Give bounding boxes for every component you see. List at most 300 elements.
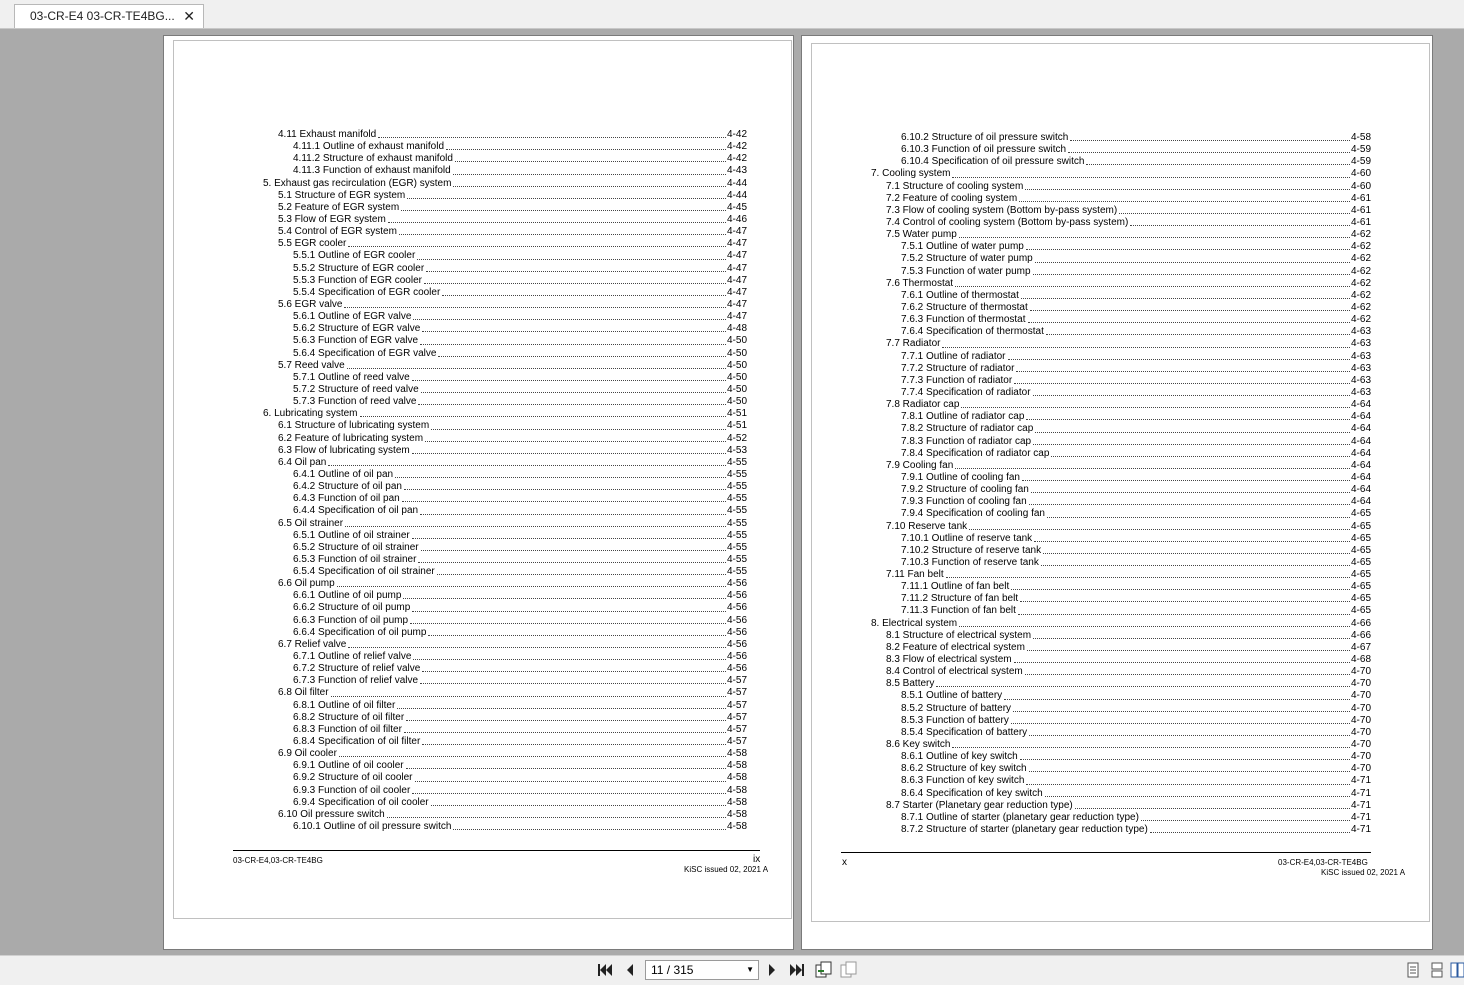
dot-leader [1034,533,1350,542]
dot-leader [437,566,726,575]
toc-entry-page: 4-64 [1350,435,1371,447]
toc-entry[interactable] [263,153,747,165]
dot-leader [1086,156,1350,165]
toc-entry[interactable] [263,372,747,384]
toc-entry-page: 4-42 [726,141,747,153]
toc-entry[interactable] [263,542,747,554]
dot-leader [422,323,726,332]
issued-note: KiSC issued 02, 2021 A [684,865,769,874]
toc-entry-page: 4-42 [726,129,747,140]
toc-entry[interactable] [263,481,747,493]
toc-entry[interactable] [871,715,1371,727]
toc-entry[interactable] [871,569,1371,581]
toc-entry[interactable] [871,703,1371,715]
toc-entry-page: 4-62 [1350,229,1371,241]
toc-entry[interactable] [871,302,1371,314]
toc-entry[interactable] [871,788,1371,800]
dot-leader [453,178,726,187]
facing-pages-icon[interactable] [839,960,859,980]
dot-leader [403,590,726,599]
dot-leader [413,311,726,320]
dot-leader [1026,241,1350,250]
dot-leader [410,615,726,624]
toc-entry-page: 4-59 [1350,156,1371,168]
toc-entry-page: 4-62 [1350,253,1371,265]
toc-entry[interactable] [871,387,1371,399]
toc-entry-page: 4-64 [1350,459,1371,471]
dot-leader [1075,800,1350,809]
toc-entry[interactable] [871,375,1371,387]
toc-entry[interactable] [871,763,1371,775]
toc-entry-page: 4-57 [726,736,747,748]
toc-entry-page: 4-70 [1350,726,1371,738]
toc-entry[interactable] [263,602,747,614]
toc-entry[interactable] [871,181,1371,193]
toc-entry[interactable] [871,351,1371,363]
next-page-icon[interactable] [762,960,782,980]
toc-entry[interactable] [871,326,1371,338]
dot-leader [955,278,1350,287]
toc-entry-page: 4-55 [726,505,747,517]
toc-entry-title: 8.6.1 Outline of key switch [901,751,1018,763]
toc-entry-page: 4-66 [1350,617,1371,629]
toc-entry-page: 4-70 [1350,702,1371,714]
dot-leader [1130,217,1350,226]
dot-leader [412,372,726,381]
dot-leader [1016,363,1350,372]
toc-entry[interactable] [263,457,747,469]
toc-entry-page: 4-56 [726,590,747,602]
document-tab[interactable] [14,4,204,28]
toc-entry-page: 4-70 [1350,678,1371,690]
toc-entry[interactable] [871,168,1371,180]
toc-entry-title: 8.6.3 Function of key switch [901,775,1025,787]
dot-leader [1046,326,1350,335]
dot-leader [453,165,726,174]
toc-entry[interactable] [263,785,747,797]
page-number-input[interactable] [645,960,759,980]
dot-leader [395,469,726,478]
toc-entry[interactable] [871,533,1371,545]
dot-leader [328,457,726,466]
toc-entry[interactable] [263,700,747,712]
toc-entry-title: 7.9.4 Specification of cooling fan [901,508,1045,520]
toc-entry[interactable] [263,554,747,566]
toc-entry[interactable] [263,178,747,190]
toc-entry[interactable] [871,618,1371,630]
page-indicator: 11 / 315 [651,963,694,977]
toc-entry[interactable] [871,690,1371,702]
toc-entry[interactable] [263,590,747,602]
toc-entry[interactable] [871,423,1371,435]
toc-entry[interactable] [263,214,747,226]
toc-entry[interactable] [871,593,1371,605]
dot-leader [969,521,1350,530]
dot-leader [420,335,726,344]
toc-entry-title: 7.5 Water pump [886,229,957,241]
footer-divider [841,852,1371,853]
dot-leader [446,141,726,150]
toc-entry-page: 4-65 [1350,508,1371,520]
toc-entry-title: 6.4.1 Outline of oil pan [293,468,394,480]
toc-entry-title: 7.9.3 Function of cooling fan [901,496,1027,508]
toc-entry-title: 4.11.2 Structure of exhaust manifold [293,153,453,165]
toc-entry-title: 5.5.1 Outline of EGR cooler [293,250,416,262]
toc-entry[interactable] [263,384,747,396]
toc-entry[interactable] [263,712,747,724]
page-number: ix [753,854,761,865]
toc-entry[interactable] [263,809,747,821]
toc-entry-page: 4-67 [1350,641,1371,653]
toc-entry-page: 4-58 [1350,132,1371,143]
toc-entry-page: 4-62 [1350,277,1371,289]
first-page-icon[interactable] [595,960,615,980]
toc-entry-title: 6.7 Relief valve [278,638,347,650]
toc-entry[interactable] [871,484,1371,496]
toc-entry[interactable] [871,508,1371,520]
toc-entry-page: 4-65 [1350,544,1371,556]
toc-entry-page: 4-47 [726,238,747,250]
toc-entry[interactable] [871,217,1371,229]
toc-entry[interactable] [871,411,1371,423]
toc-entry[interactable] [263,226,747,238]
toc-entry[interactable] [263,748,747,760]
toc-entry[interactable] [871,605,1371,617]
toc-entry-title: 6.8 Oil filter [278,687,329,699]
toc-entry-page: 4-58 [726,784,747,796]
toc-entry[interactable] [871,290,1371,302]
toc-entry-page: 4-65 [1350,581,1371,593]
toc-entry[interactable] [263,639,747,651]
toc-entry-page: 4-55 [726,468,747,480]
toc-entry[interactable] [871,338,1371,350]
toc-entry-title: 7.9.2 Structure of cooling fan [901,484,1029,496]
toc-entry[interactable] [263,663,747,675]
toc-entry-title: 7.8.4 Specification of radiator cap [901,447,1050,459]
continuous-view-icon[interactable] [814,960,834,980]
footer-doc-id: 03-CR-E4,03-CR-TE4BG [233,856,323,865]
dot-leader [415,772,726,781]
toc-entry[interactable] [263,518,747,530]
toc-entry-title: 7.2 Feature of cooling system [886,192,1018,204]
toc-entry[interactable] [263,263,747,275]
toc-entry-title: 4.11.1 Outline of exhaust manifold [293,141,445,153]
toc-entry[interactable] [263,287,747,299]
dot-leader [1033,630,1350,639]
toc-entry[interactable] [871,800,1371,812]
toc-entry-page: 4-60 [1350,180,1371,192]
toc-entry-page: 4-57 [726,675,747,687]
toc-entry[interactable] [263,530,747,542]
toc-entry-page: 4-46 [726,213,747,225]
dot-leader [1045,788,1350,797]
toc-entry-title: 7.11.2 Structure of fan belt [901,593,1019,605]
toc-entry[interactable] [263,323,747,335]
toc-entry[interactable] [871,144,1371,156]
toc-entry[interactable] [263,687,747,699]
toc-entry[interactable] [263,578,747,590]
toc-entry[interactable] [871,496,1371,508]
toc-entry-title: 6.8.3 Function of oil filter [293,723,402,735]
toc-entry[interactable] [871,521,1371,533]
toc-entry-page: 4-65 [1350,532,1371,544]
toc-entry-title: 6.6.3 Function of oil pump [293,614,409,626]
dot-leader [936,678,1350,687]
dot-leader [347,360,726,369]
toc-entry[interactable] [263,760,747,772]
toc-entry[interactable] [263,627,747,639]
toc-entry-page: 4-71 [1350,824,1371,836]
toc-entry-title: 7.4 Control of cooling system (Bottom by-pass system) [886,216,1129,228]
toc-entry-page: 4-65 [1350,556,1371,568]
toc-entry-title: 6.9 Oil cooler [278,748,337,760]
toc-entry-title: 7. Cooling system [871,168,951,180]
toc-entry[interactable] [263,275,747,287]
toc-entry[interactable] [263,250,747,262]
dot-leader [1033,266,1350,275]
toc-entry[interactable] [871,193,1371,205]
toc-entry[interactable] [871,156,1371,168]
single-page-view-icon[interactable] [1403,960,1423,980]
footer-doc-id: 03-CR-E4,03-CR-TE4BG [1278,858,1368,867]
close-icon[interactable]: ✕ [183,8,195,24]
toc-entry[interactable] [871,472,1371,484]
toc-entry-title: 5.5.4 Specification of EGR cooler [293,286,441,298]
toc-entry[interactable] [871,630,1371,642]
toc-entry[interactable] [871,363,1371,375]
toc-entry[interactable] [871,751,1371,763]
dot-leader [1014,654,1350,663]
toc-entry-page: 4-47 [726,274,747,286]
dot-leader [442,287,726,296]
toc-entry-title: 6.7.2 Structure of relief valve [293,663,421,675]
toc-entry-title: 7.11.3 Function of fan belt [901,605,1016,617]
dot-leader [455,153,726,162]
toc-entry[interactable] [263,469,747,481]
toc-entry[interactable] [263,724,747,736]
navigation-toolbar [0,955,1464,985]
scroll-view-icon[interactable] [1427,960,1447,980]
toc-entry-page: 4-51 [726,408,747,420]
toc-entry-page: 4-61 [1350,204,1371,216]
dot-leader [388,214,726,223]
toc-entry[interactable] [871,436,1371,448]
toc-entry-page: 4-58 [726,772,747,784]
toc-entry-title: 4.11 Exhaust manifold [278,129,377,140]
dot-leader [422,663,726,672]
toc-entry-title: 5.4 Control of EGR system [278,226,397,238]
toc-entry-title: 5. Exhaust gas recirculation (EGR) system [263,177,452,189]
toc-entry[interactable] [871,399,1371,411]
toc-entry-title: 7.8.2 Structure of radiator cap [901,423,1034,435]
dot-leader [425,433,726,442]
toc-entry-title: 7.10.2 Structure of reserve tank [901,544,1042,556]
toc-entry-page: 4-71 [1350,775,1371,787]
dot-leader [438,348,726,357]
toc-entry[interactable] [871,666,1371,678]
dot-leader [1041,557,1350,566]
toc-entry[interactable] [263,493,747,505]
toc-entry-title: 6.3 Flow of lubricating system [278,444,410,456]
toc-entry[interactable] [871,727,1371,739]
toc-entry-page: 4-65 [1350,605,1371,617]
toc-entry-title: 6.1 Structure of lubricating system [278,420,430,432]
toc-entry-title: 6.5.3 Function of oil strainer [293,553,417,565]
last-page-icon[interactable] [787,960,807,980]
toc-entry[interactable] [263,141,747,153]
toc-entry[interactable] [871,824,1371,836]
toc-entry-title: 7.11.1 Outline of fan belt [901,581,1010,593]
toc-entry-page: 4-56 [726,663,747,675]
toc-entry[interactable] [263,299,747,311]
toc-entry[interactable] [871,278,1371,290]
toc-entry-title: 8.7 Starter (Planetary gear reduction type) [886,799,1073,811]
toc-entry-title: 5.2 Feature of EGR system [278,201,400,213]
dot-leader [952,168,1350,177]
toc-entry-page: 4-50 [726,347,747,359]
toc-entry[interactable] [263,311,747,323]
toc-entry[interactable] [263,566,747,578]
toc-entry-title: 7.7.1 Outline of radiator [901,350,1006,362]
dot-leader [407,190,726,199]
dot-leader [420,505,726,514]
toc-entry[interactable] [263,615,747,627]
toc-entry-page: 4-51 [726,420,747,432]
toc-entry[interactable] [263,396,747,408]
toc-entry-title: 6.4 Oil pan [278,456,327,468]
dot-leader [1029,763,1350,772]
toc-entry-title: 6.4.3 Function of oil pan [293,493,400,505]
toc-entry-title: 6.2 Feature of lubricating system [278,432,424,444]
toc-entry[interactable] [871,229,1371,241]
toc-entry[interactable] [871,654,1371,666]
toc-entry[interactable] [263,348,747,360]
dot-leader [1033,387,1350,396]
toc-entry-title: 6.8.1 Outline of oil filter [293,699,396,711]
dot-leader [1028,314,1350,323]
toc-entry[interactable] [871,253,1371,265]
toc-entry-page: 4-61 [1350,216,1371,228]
toc-entry[interactable] [263,190,747,202]
toc-entry-page: 4-47 [726,286,747,298]
toc-entry-title: 6. Lubricating system [263,408,358,420]
toc-entry[interactable] [263,772,747,784]
toc-entry[interactable] [263,797,747,809]
toc-entry[interactable] [263,736,747,748]
toc-entry-page: 4-64 [1350,484,1371,496]
toc-entry[interactable] [871,205,1371,217]
toc-entry-page: 4-50 [726,396,747,408]
toc-entry-page: 4-64 [1350,399,1371,411]
toc-entry-page: 4-70 [1350,666,1371,678]
toc-entry-page: 4-55 [726,541,747,553]
toc-entry[interactable] [871,448,1371,460]
toc-entry-title: 8.6.2 Structure of key switch [901,763,1027,775]
toc-entry-page: 4-62 [1350,265,1371,277]
toc-entry[interactable] [263,821,747,833]
toc-entry-title: 8.7.1 Outline of starter (planetary gear reduction type) [901,811,1139,823]
toc-entry[interactable] [263,165,747,177]
dot-leader [1070,132,1350,141]
toc-entry-title: 6.5.1 Outline of oil strainer [293,529,410,541]
toc-entry[interactable] [263,505,747,517]
toc-entry[interactable] [871,241,1371,253]
toc-entry[interactable] [263,433,747,445]
toc-entry[interactable] [871,678,1371,690]
toc-entry-title: 7.8.1 Outline of radiator cap [901,411,1025,423]
toc-entry[interactable] [871,775,1371,787]
prev-page-icon[interactable] [620,960,640,980]
dot-leader [1029,496,1350,505]
toc-entry[interactable] [263,408,747,420]
toc-entry[interactable] [263,202,747,214]
toc-entry[interactable] [871,581,1371,593]
dot-leader [1018,605,1350,614]
dot-leader [422,736,726,745]
toc-entry-title: 8.7.2 Structure of starter (planetary gear reduction type) [901,824,1148,836]
toc-entry[interactable] [263,651,747,663]
toc-entry-page: 4-71 [1350,799,1371,811]
toc-entry[interactable] [871,266,1371,278]
toc-entry[interactable] [263,420,747,432]
toc-entry-title: 7.7.2 Structure of radiator [901,362,1015,374]
toc-entry-page: 4-52 [726,432,747,444]
toc-entry[interactable] [263,238,747,250]
dot-leader [1027,642,1350,651]
toc-entry[interactable] [871,132,1371,144]
toc-entry[interactable] [871,545,1371,557]
toc-entry-title: 7.5.3 Function of water pump [901,265,1031,277]
toc-entry[interactable] [263,360,747,372]
toc-entry[interactable] [263,129,747,141]
toc-entry-page: 4-70 [1350,763,1371,775]
chevron-down-icon[interactable]: ▼ [746,965,754,974]
toc-entry[interactable] [263,335,747,347]
toc-entry-page: 4-47 [726,262,747,274]
dot-leader [1014,375,1350,384]
toc-entry[interactable] [871,642,1371,654]
toc-entry-title: 8. Electrical system [871,617,958,629]
toc-entry[interactable] [263,445,747,457]
toc-entry-page: 4-64 [1350,447,1371,459]
dot-leader [421,384,726,393]
toc-entry-title: 5.5.3 Function of EGR cooler [293,274,422,286]
toc-entry-title: 6.10.3 Function of oil pressure switch [901,144,1067,156]
toc-entry-page: 4-47 [726,298,747,310]
toc-entry-page: 4-47 [726,311,747,323]
dot-leader [344,299,726,308]
toc-entry-title: 7.10.1 Outline of reserve tank [901,532,1033,544]
toc-entry-title: 8.5 Battery [886,678,935,690]
toc-entry-title: 7.6.4 Specification of thermostat [901,326,1044,338]
toc-entry[interactable] [871,557,1371,569]
toc-entry[interactable] [263,675,747,687]
toc-entry-title: 6.10.4 Specification of oil pressure switch [901,156,1085,168]
toc-entry[interactable] [871,460,1371,472]
toc-entry-title: 6.8.4 Specification of oil filter [293,736,421,748]
toc-entry[interactable] [871,812,1371,824]
toc-entry[interactable] [871,314,1371,326]
toc-entry-page: 4-63 [1350,350,1371,362]
dot-leader [1026,775,1350,784]
two-page-view-icon[interactable] [1450,960,1464,980]
toc-list-left [263,129,747,833]
dot-leader [942,338,1350,347]
toc-entry[interactable] [871,739,1371,751]
dot-leader [1019,193,1350,202]
toc-entry-page: 4-47 [726,226,747,238]
toc-entry-page: 4-71 [1350,787,1371,799]
